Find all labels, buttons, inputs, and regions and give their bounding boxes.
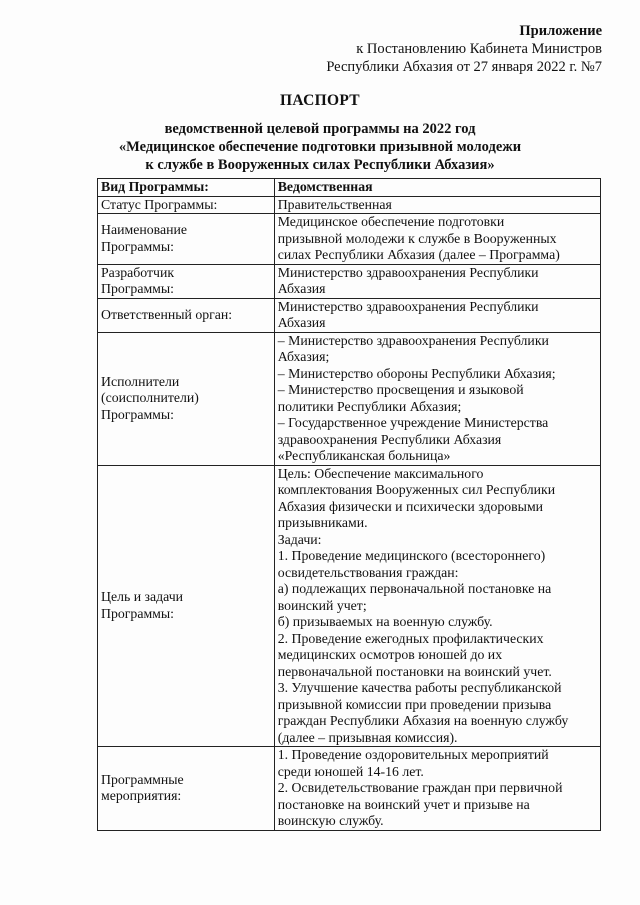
row-label: Программные мероприятия: — [98, 747, 275, 831]
title-line-1: ведомственной целевой программы на 2022 год — [164, 121, 476, 137]
table-row-responsible — [98, 298, 601, 332]
header-label: Вид Программы: — [98, 179, 275, 197]
table-row-activities — [98, 747, 601, 831]
table-row-goals — [98, 465, 601, 747]
header-value: Ведомственная — [274, 179, 600, 197]
row-label: Статус Программы: — [98, 196, 275, 214]
row-value: 1. Проведение оздоровительных мероприятий среди юношей 14-16 лет. 2. Освидетельствование граждан при первичной постановке на воинский учет и призыве на воинскую службу. — [274, 747, 600, 831]
row-value: Министерство здравоохранения Республики Абхазия — [274, 298, 600, 332]
passport-table — [97, 178, 601, 831]
title-line-2: «Медицинское обеспечение подготовки призывной молодежи — [118, 139, 522, 155]
appendix-header — [326, 22, 602, 76]
table-row-executors — [98, 332, 601, 465]
table-header-row — [98, 179, 601, 197]
row-label: Наименование Программы: — [98, 214, 275, 265]
row-label: Исполнители (соисполнители) Программы: — [98, 332, 275, 465]
row-label: Разработчик Программы: — [98, 264, 275, 298]
table-row-status — [98, 196, 601, 214]
document-title — [0, 92, 640, 174]
table-row-developer — [98, 264, 601, 298]
row-value: Правительственная — [274, 196, 600, 214]
appendix-line-2: Республики Абхазия от 27 января 2022 г. №7 — [326, 59, 602, 75]
row-label: Цель и задачи Программы: — [98, 465, 275, 747]
row-value: – Министерство здравоохранения Республики Абхазия; – Министерство обороны Республики Абхазия; – Министерство просвещения и языковой политики Республики Абхазия; – Государственное учреждение Министерства здравоохранения Республики Абхазия «Республиканская больница» — [274, 332, 600, 465]
row-value: Цель: Обеспечение максимального комплектования Вооруженных сил Республики Абхазия физически и психически здоровыми призывниками. Задачи: 1. Проведение медицинского (всестороннего) освидетельствования граждан: а) подлежащих первоначальной постановке на воинский учет; б) призываемых на военную службу. 2. Проведение ежегодных профилактических медицинских осмотров юношей до их первоначальной постановки на воинский учет. 3. Улучшение качества работы республиканской призывной комиссии при проведении призыва граждан Республики Абхазия на военную службу (далее – призывная комиссия). — [274, 465, 600, 747]
title-line-3: к службе в Вооруженных силах Республики Абхазия» — [145, 157, 495, 173]
table-row-name — [98, 214, 601, 265]
row-label: Ответственный орган: — [98, 298, 275, 332]
appendix-heading: Приложение — [519, 23, 602, 39]
row-value: Министерство здравоохранения Республики Абхазия — [274, 264, 600, 298]
title-main: ПАСПОРТ — [280, 92, 360, 109]
appendix-line-1: к Постановлению Кабинета Министров — [356, 41, 602, 57]
row-value: Медицинское обеспечение подготовки призывной молодежи к службе в Вооруженных силах Республики Абхазия (далее – Программа) — [274, 214, 600, 265]
